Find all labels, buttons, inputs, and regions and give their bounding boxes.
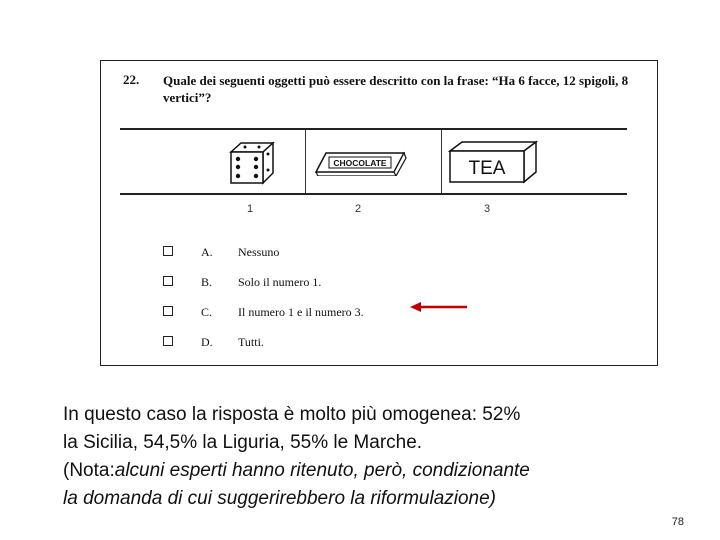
figures-row — [120, 128, 627, 195]
figure-number: 2 — [355, 203, 362, 215]
figure-divider — [441, 130, 442, 193]
die-icon — [227, 140, 277, 186]
option-text: Il numero 1 e il numero 3. — [238, 305, 364, 319]
option-checkbox — [163, 246, 173, 256]
option-letter: B. — [201, 275, 213, 289]
caption-line: la domanda di cui suggerirebbero la riformulazione) — [63, 488, 497, 509]
option-checkbox — [163, 276, 173, 286]
option-text: Tutti. — [238, 335, 264, 349]
option-text: Nessuno — [238, 245, 280, 259]
figure-divider — [305, 130, 306, 193]
option-letter: A. — [201, 245, 213, 259]
question-text: Quale dei seguenti oggetti può essere descritto con la frase: “Ha 6 facce, 12 spigoli, 8 vertici”? — [163, 73, 629, 105]
option-checkbox — [163, 306, 173, 316]
caption-line — [63, 457, 683, 485]
tea-label: TEA — [468, 158, 506, 179]
scanned-question-image — [100, 60, 658, 366]
chocolate-label: CHOCOLATE — [333, 158, 387, 168]
red-arrow-icon — [410, 301, 468, 313]
option-checkbox — [163, 336, 173, 346]
page-number: 78 — [671, 516, 684, 528]
caption-text — [63, 401, 683, 513]
caption-line: In questo caso la risposta è molto più omogenea: 52% — [63, 404, 521, 425]
caption-line: la Sicilia, 54,5% la Liguria, 55% le Marche. — [63, 432, 423, 453]
caption-note-italic: alcuni esperti hanno ritenuto, però, condizionante — [114, 460, 530, 481]
option-letter: C. — [201, 305, 213, 319]
tea-box-icon — [447, 139, 539, 187]
caption-note-prefix: (Nota: — [63, 460, 115, 481]
figure-number: 1 — [247, 203, 254, 215]
option-letter: D. — [201, 335, 213, 349]
option-text: Solo il numero 1. — [238, 275, 322, 289]
question-number: 22. — [123, 72, 140, 87]
figure-number: 3 — [484, 203, 491, 215]
chocolate-bar-icon — [315, 150, 407, 176]
